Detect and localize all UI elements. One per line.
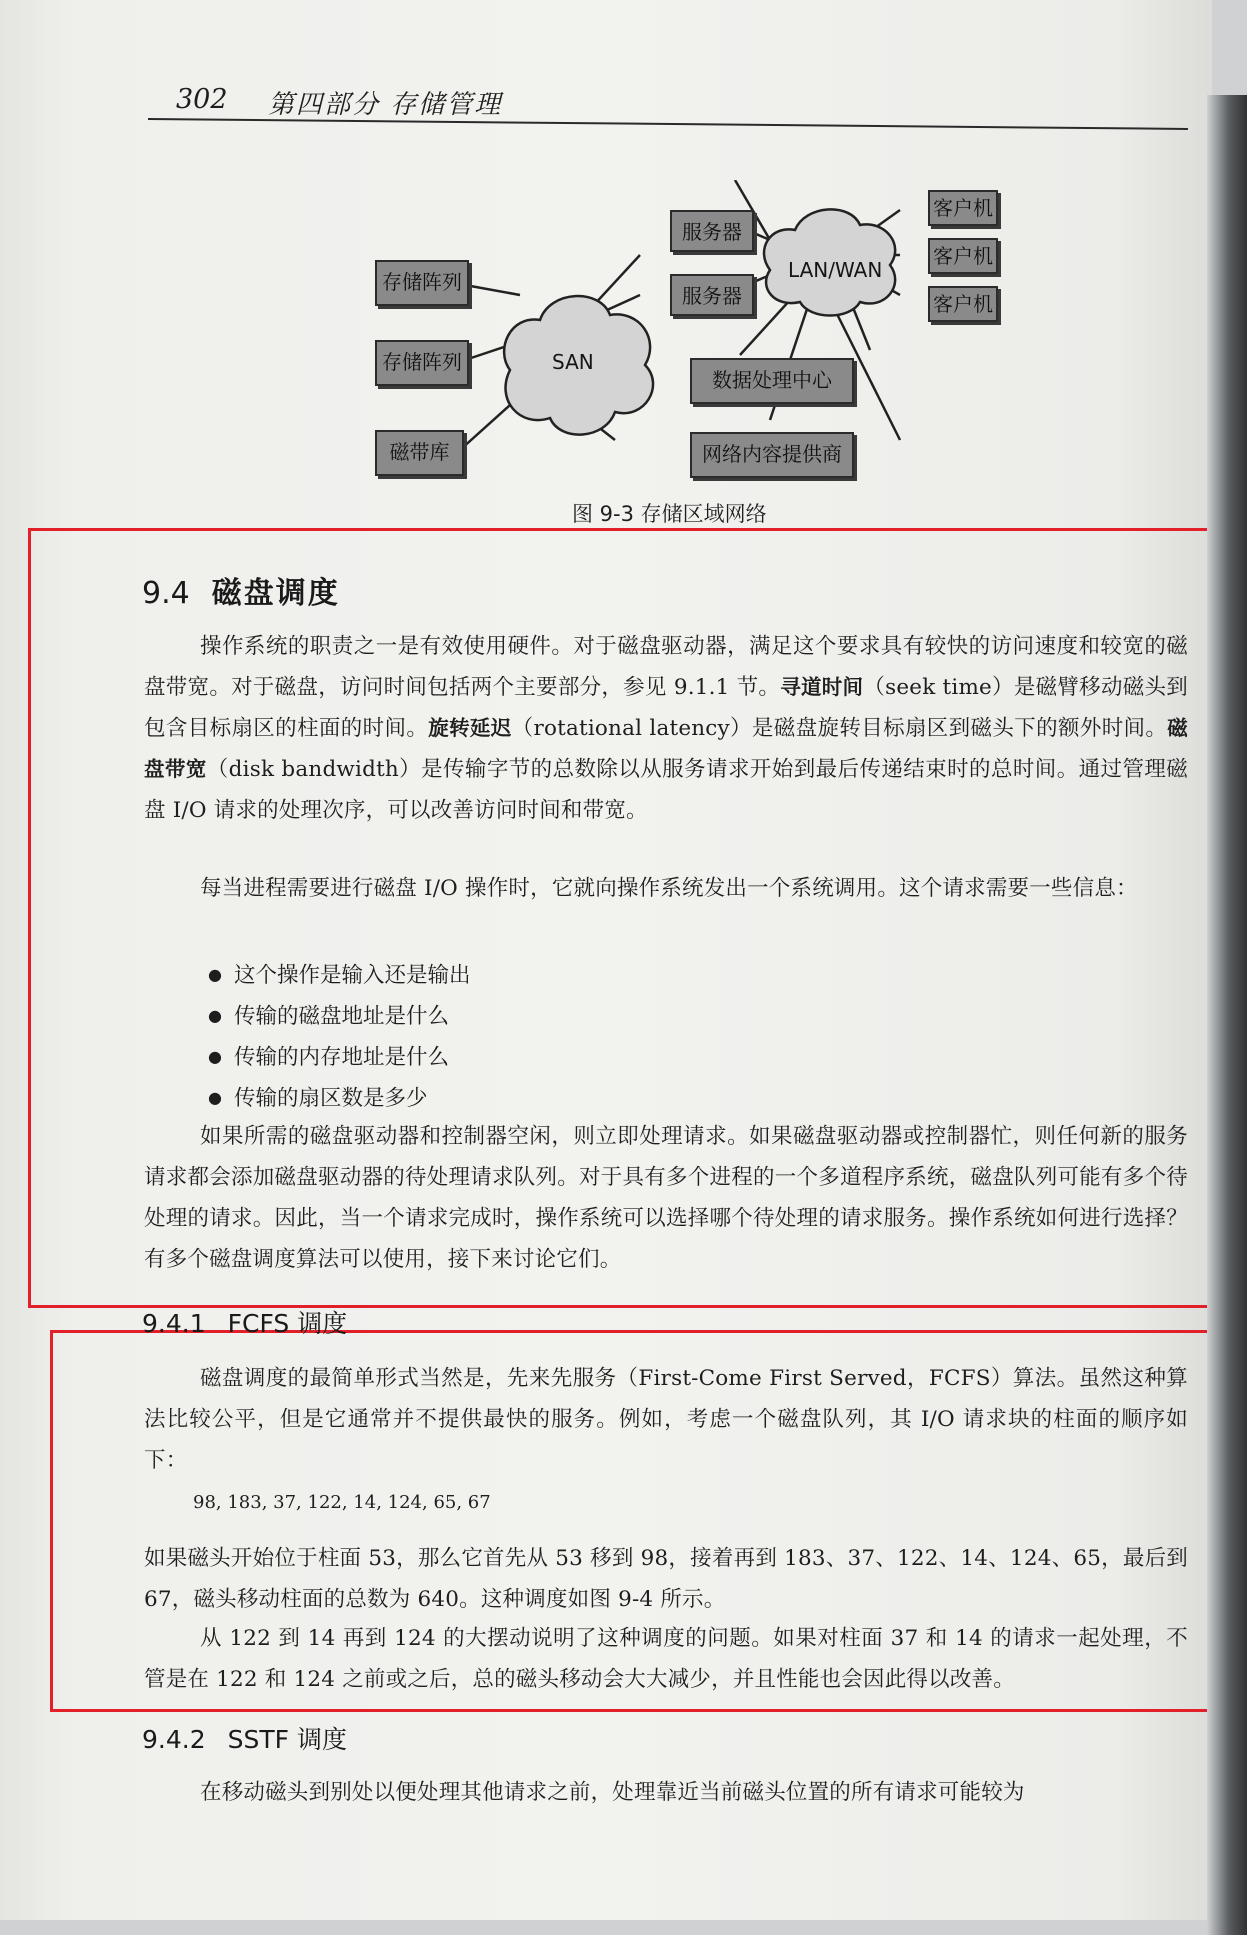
list-item: ● 传输的磁盘地址是什么	[208, 997, 470, 1038]
book-binding-shadow	[1207, 95, 1247, 1935]
paragraph-disk-scheduling-intro	[144, 626, 1188, 831]
paragraph-fcfs-intro: 磁盘调度的最简单形式当然是，先来先服务（First-Come First Served，FCFS）算法。虽然这种算法比较公平，但是它通常并不提供最快的服务。例如，考虑一个磁盘队列，其 I/O 请求块的柱面的顺序如下：	[144, 1366, 1188, 1473]
p1-text-a: 操作系统的职责之一是有效使用硬件。对于磁盘驱动器，满足这个要求具有较快的访问速度和较宽的磁盘带宽。对于磁盘，访问时间包括两个主要部分，参见 9.1.1 节。	[144, 634, 1188, 700]
list-item: ● 传输的内存地址是什么	[208, 1038, 470, 1079]
tape-library-box: 磁带库	[375, 430, 464, 476]
figure-caption: 图 9-3 存储区域网络	[572, 502, 767, 526]
cylinder-request-sequence: 98, 183, 37, 122, 14, 124, 65, 67	[193, 1492, 491, 1513]
term-disk-bandwidth: 磁盘带宽	[144, 716, 1188, 781]
running-head-title: 第四部分 存储管理	[268, 90, 503, 120]
content-provider-box: 网络内容提供商	[690, 432, 854, 478]
server-box-2: 服务器	[670, 274, 754, 316]
storage-array-box-2: 存储阵列	[375, 340, 469, 386]
list-item: ● 这个操作是输入还是输出	[208, 956, 470, 997]
san-diagram	[360, 180, 1020, 510]
client-box-2: 客户机	[928, 238, 998, 274]
p1-text-b: （seek time）是磁臂移动磁头到包含目标扇区的柱面的时间。	[144, 675, 1188, 741]
section-title: SSTF 调度	[227, 1725, 347, 1754]
section-number: 9.4.1	[142, 1309, 206, 1338]
paragraph-fcfs-problem: 从 122 到 14 再到 124 的大摆动说明了这种调度的问题。如果对柱面 37 和 14 的请求一起处理，不管是在 122 和 124 之前或之后，总的磁头移动会大大减少，并且性能也会因此得以改善。	[144, 1626, 1188, 1692]
section-title: FCFS 调度	[227, 1309, 348, 1338]
paragraph-request-queue: 如果所需的磁盘驱动器和控制器空闲，则立即处理请求。如果磁盘驱动器或控制器忙，则任何新的服务请求都会添加磁盘驱动器的待处理请求队列。对于具有多个进程的一个多道程序系统，磁盘队列可能有多个待处理的请求。因此，当一个请求完成时，操作系统可以选择哪个待处理的请求服务。操作系统如何进行选择？有多个磁盘调度算法可以使用，接下来讨论它们。	[144, 1124, 1188, 1272]
section-number: 9.4	[142, 576, 190, 611]
storage-array-box-1: 存储阵列	[375, 260, 469, 306]
client-box-1: 客户机	[928, 190, 998, 226]
client-box-3: 客户机	[928, 286, 998, 322]
section-heading-9-4-1	[142, 1304, 347, 1340]
request-info-list	[208, 956, 470, 1120]
running-header	[148, 84, 1188, 124]
section-heading-9-4	[142, 568, 340, 612]
lanwan-label: LAN/WAN	[788, 258, 883, 282]
page-number: 302	[176, 84, 228, 115]
term-rotational-latency: 旋转延迟	[428, 716, 512, 740]
data-center-box: 数据处理中心	[690, 358, 854, 404]
list-item: ● 传输的扇区数是多少	[208, 1079, 470, 1120]
p1-text-c: （rotational latency）是磁盘旋转目标扇区到磁头下的额外时间。	[511, 716, 1168, 741]
section-heading-9-4-2	[142, 1720, 347, 1756]
server-box-1: 服务器	[670, 210, 754, 252]
paragraph-fcfs-example: 如果磁头开始位于柱面 53，那么它首先从 53 移到 98，接着再到 183、37、122、14、124、65，最后到 67，磁头移动柱面的总数为 640。这种调度如图 9-4 所示。	[144, 1546, 1188, 1612]
p1-text-d: （disk bandwidth）是传输字节的总数除以从服务请求开始到最后传递结束时的总时间。通过管理磁盘 I/O 请求的处理次序，可以改善访问时间和带宽。	[144, 757, 1188, 823]
section-number: 9.4.2	[142, 1725, 206, 1754]
section-title: 磁盘调度	[211, 576, 340, 611]
term-seek-time: 寻道时间	[780, 675, 864, 699]
paragraph-system-call: 每当进程需要进行磁盘 I/O 操作时，它就向操作系统发出一个系统调用。这个请求需要一些信息：	[200, 876, 1138, 901]
san-label: SAN	[552, 350, 594, 374]
paragraph-sstf-intro: 在移动磁头到别处以便处理其他请求之前，处理靠近当前磁头位置的所有请求可能较为	[200, 1780, 1025, 1805]
